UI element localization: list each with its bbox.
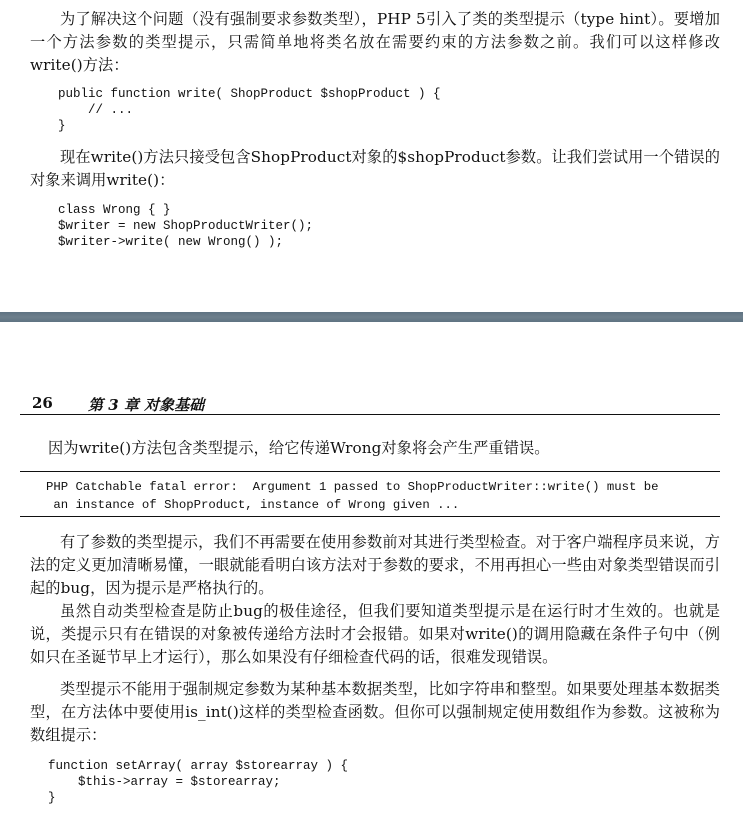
paragraph-array-hint: 类型提示不能用于强制规定参数为某种基本数据类型，比如字符串和整型。如果要处理基本数据类型，在方法体中要使用is_int()这样的类型检查函数。但你可以强制规定使用数组作为参数。这被称为数组提示： <box>30 680 720 744</box>
paragraph-write-accepts: 现在write()方法只接受包含ShopProduct对象的$shopProduct参数。让我们尝试用一个错误的对象来调用write()： <box>30 148 720 189</box>
page-number: 26 <box>32 394 53 412</box>
code-write-method: public function write( ShopProduct $shopProduct ) { // ... } <box>58 87 441 133</box>
paragraph-runtime-check: 虽然自动类型检查是防止bug的极佳途径，但我们要知道类型提示是在运行时才生效的。也就是说，类提示只有在错误的对象被传递给方法时才会报错。如果对write()的调用隐藏在条件子句中（例如只在圣诞节早上才运行），那么如果没有仔细检查代码的话，很难发现错误。 <box>30 602 720 666</box>
error-top-rule <box>20 471 720 472</box>
error-output: PHP Catchable fatal error: Argument 1 passed to ShopProductWriter::write() must be an instance of ShopProduct, instance of Wrong given ... <box>46 480 659 512</box>
paragraph-benefits: 有了参数的类型提示，我们不再需要在使用参数前对其进行类型检查。对于客户端程序员来说，方法的定义更加清晰易懂，一眼就能看明白该方法对于参数的要求，不用再担心一些由对象类型错误而引起的bug，因为提示是严格执行的。 <box>30 533 720 597</box>
code-wrong-class: class Wrong { } $writer = new ShopProductWriter(); $writer->write( new Wrong() ); <box>58 203 314 249</box>
error-bottom-rule <box>20 516 720 517</box>
paragraph-type-hint-intro: 为了解决这个问题（没有强制要求参数类型），PHP 5引入了类的类型提示（type hint）。要增加一个方法参数的类型提示，只需简单地将类名放在需要约束的方法参数之前。我们可以这样修改write()方法： <box>30 10 720 74</box>
top-page <box>0 0 743 312</box>
paragraph-fatal-error: 因为write()方法包含类型提示，给它传递Wrong对象将会产生严重错误。 <box>48 439 550 457</box>
chapter-title: 第 3 章 对象基础 <box>88 396 205 414</box>
page-divider <box>0 312 743 322</box>
header-rule <box>20 414 720 415</box>
code-set-array: function setArray( array $storearray ) { $this->array = $storearray; } <box>48 759 349 805</box>
